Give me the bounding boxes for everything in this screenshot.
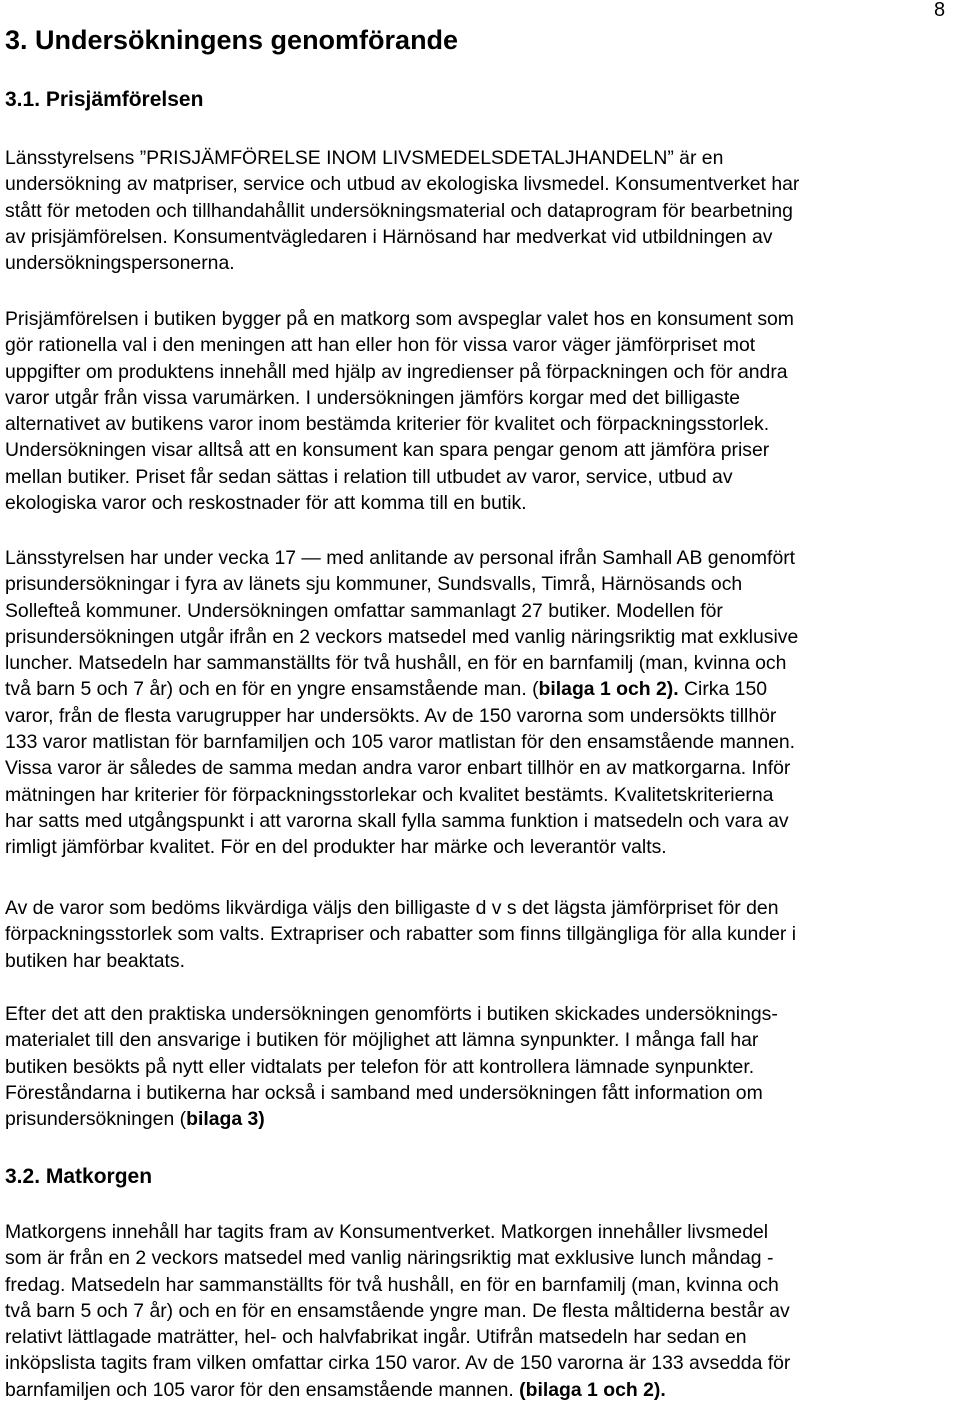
subsection-heading-matkorgen: 3.2. Matkorgen [5, 1165, 153, 1188]
text-line: Undersökningen visar alltså att en konsument kan spara pengar genom att jämföra priser [5, 439, 770, 462]
text-line: undersökningspersonerna. [5, 252, 235, 275]
text-line [5, 1377, 960, 1403]
text-line: Sollefteå kommuner. Undersökningen omfattar sammanlagt 27 butiker. Modellen för [5, 599, 723, 622]
text-line: Vissa varor är således de samma medan andra varor enbart tillhör en av matkorgarna. Inför [5, 757, 791, 780]
text-line: Länsstyrelsens ”PRISJÄMFÖRELSE INOM LIVSMEDELSDETALJHANDELN” är en [5, 147, 724, 169]
text-line [5, 1106, 960, 1132]
appendix-reference: bilaga 1 och 2). [538, 678, 679, 701]
text-line: mätningen har kriterier för förpackningsstorlekar och kvalitet bestämts. Kvalitetskriterierna [5, 783, 774, 806]
text-line: stått för metoden och tillhandahållit undersökningsmaterial och dataprogram för bearbetning [5, 199, 793, 222]
text-line: alternativet av butikens varor inom bestämda kriterier för kvalitet och förpackningsstorlek. [5, 413, 770, 436]
text-line: mellan butiker. Priset får sedan sättas i relation till utbudet av varor, service, utbud av [5, 465, 733, 488]
paragraph-followup [5, 1001, 960, 1132]
text-line: butiken har beaktats. [5, 949, 186, 972]
page-number: 8 [934, 0, 946, 21]
text-line: Föreståndarna i butikerna har också i samband med undersökningen fått information om [5, 1081, 763, 1104]
text-line: varor utgår från vissa varumärken. I undersökningen jämförs korgar med det billigaste [5, 386, 741, 409]
paragraph-intro [5, 145, 960, 276]
paragraph-scope [5, 545, 960, 861]
paragraph-matkorgen [5, 1219, 960, 1403]
text-line: fredag. Matsedeln har sammanställts för två hushåll, en för en barnfamilj (man, kvinna och [5, 1273, 779, 1296]
paragraph-selection [5, 895, 960, 974]
subsection-heading-prisjamforelsen: 3.1. Prisjämförelsen [5, 88, 204, 111]
text-line: materialet till den ansvarige i butiken för möjlighet att lämna synpunkter. I många fall har [5, 1029, 759, 1052]
text-line: som är från en 2 veckors matsedel med vanlig näringsriktig mat exklusive lunch måndag - [5, 1247, 774, 1270]
text-line: uppgifter om produktens innehåll med hjälp av ingredienser på förpackningen och för andra [5, 360, 788, 383]
text-line: Av de varor som bedöms likvärdiga väljs den billigaste d v s det lägsta jämförpriset för den [5, 897, 779, 919]
text-line: prisundersökningar i fyra av länets sju kommuner, Sundsvalls, Timrå, Härnösands och [5, 573, 743, 596]
text-line: butiken besökts på nytt eller vidtalats per telefon för att kontrollera lämnade synpunkter. [5, 1055, 755, 1078]
text-run: prisundersökningen ( [5, 1108, 187, 1131]
text-line: undersökning av matpriser, service och utbud av ekologiska livsmedel. Konsumentverket har [5, 173, 800, 196]
text-line: gör rationella val i den meningen att han eller hon för vissa varor väger jämförpriset mot [5, 334, 756, 357]
text-run: Cirka 150 [678, 678, 768, 701]
paragraph-method [5, 306, 960, 516]
text-line: luncher. Matsedeln har sammanställts för två hushåll, en för en barnfamilj (man, kvinna och [5, 652, 787, 675]
text-run: två barn 5 och 7 år) och en för en yngre ensamstående man. ( [5, 678, 539, 701]
text-line: Matkorgens innehåll har tagits fram av Konsumentverket. Matkorgen innehåller livsmedel [5, 1221, 769, 1243]
text-line: inköpslista tagits fram vilken omfattar cirka 150 varor. Av de 150 varorna är 133 avsedda för [5, 1352, 791, 1375]
appendix-reference: (bilaga 1 och 2). [519, 1378, 666, 1401]
text-line: relativt lättlagade maträtter, hel- och halvfabrikat ingår. Utifrån matsedeln har sedan en [5, 1326, 747, 1349]
text-line: Länsstyrelsen har under vecka 17 — med anlitande av personal ifrån Samhall AB genomfört [5, 547, 796, 569]
text-line: har satts med utgångspunkt i att varorna skall fylla samma funktion i matsedeln och vara av [5, 809, 789, 832]
text-line [5, 676, 960, 702]
text-line: 133 varor matlistan för barnfamiljen och 105 varor matlistan för den ensamstående mannen. [5, 731, 796, 754]
text-line: ekologiska varor och reskostnader för att komma till en butik. [5, 492, 527, 515]
text-run: barnfamiljen och 105 varor för den ensamstående mannen. [5, 1378, 520, 1401]
section-heading: 3. Undersökningens genomförande [5, 25, 459, 55]
text-line: Prisjämförelsen i butiken bygger på en matkorg som avspeglar valet hos en konsument som [5, 308, 794, 330]
text-line: prisundersökningen utgår ifrån en 2 veckors matsedel med vanlig näringsriktig mat exklusive [5, 625, 799, 648]
text-line: varor, från de flesta varugrupper har undersökts. Av de 150 varorna som undersökts tillhör [5, 704, 777, 727]
text-line: rimligt jämförbar kvalitet. För en del produkter har märke och leverantör valts. [5, 836, 667, 859]
text-line: två barn 5 och 7 år) och en för en ensamstående yngre man. De flesta måltiderna består av [5, 1299, 790, 1322]
text-line: av prisjämförelsen. Konsumentvägledaren i Härnösand har medverkat vid utbildningen av [5, 225, 773, 248]
text-line: Efter det att den praktiska undersökningen genomförts i butiken skickades undersöknings- [5, 1003, 778, 1025]
text-line: förpackningsstorlek som valts. Extrapriser och rabatter som finns tillgängliga för alla kunder i [5, 923, 797, 946]
appendix-reference: bilaga 3) [186, 1108, 265, 1131]
